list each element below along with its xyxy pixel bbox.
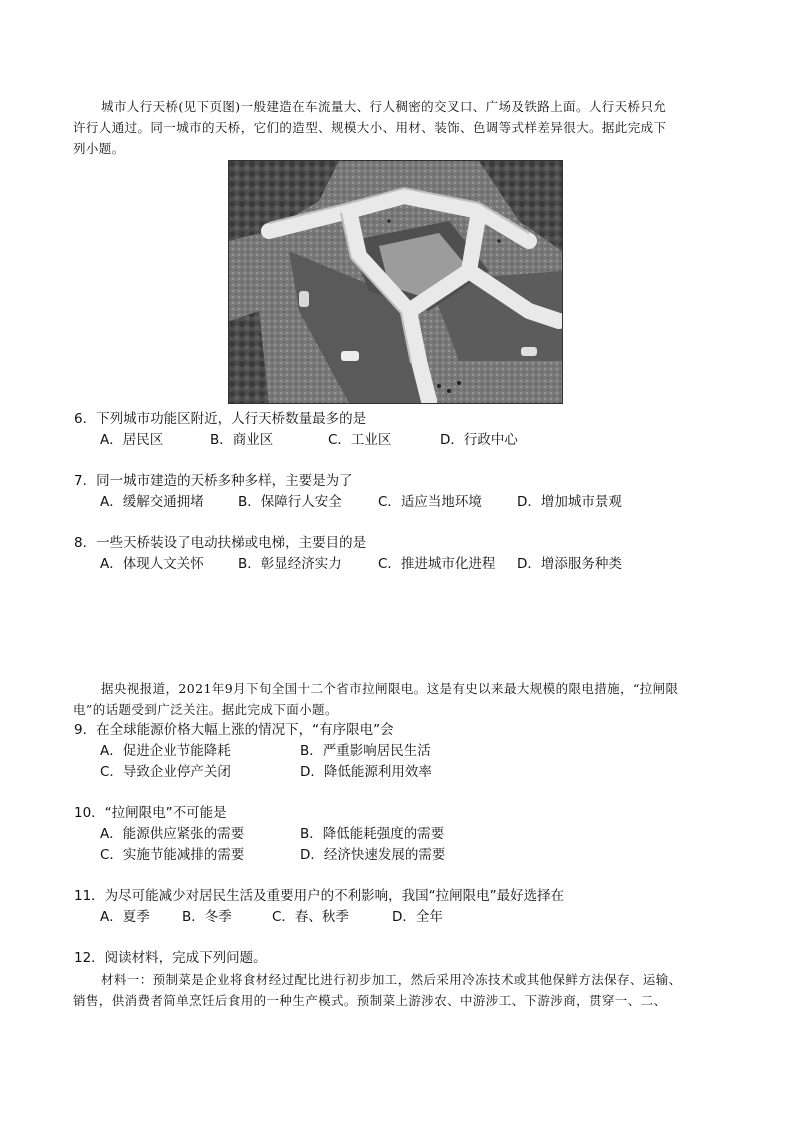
- question-10: [74, 803, 754, 866]
- material-line: 销售，供消费者简单烹饪后食用的一种生产模式。预制菜上游涉农、中游涉工、下游涉商，贯穿一、二、: [73, 993, 667, 1008]
- overpass-aerial-image: [229, 161, 562, 403]
- material-line: 材料一：预制菜是企业将食材经过配比进行初步加工，然后采用冷冻技术或其他保鲜方法保存、运输、: [101, 972, 682, 987]
- option-a[interactable]: A．促进企业节能降耗: [100, 743, 231, 759]
- question-12: [74, 948, 754, 969]
- passage-1-line: 城市人行天桥(见下页图)一般建造在车流量大、行人稠密的交叉口、广场及铁路上面。人行天桥只允: [101, 99, 667, 114]
- option-a[interactable]: A．缓解交通拥堵: [100, 494, 204, 510]
- question-stem: 10．“拉闸限电”不可能是: [74, 805, 227, 821]
- passage-2-line: 电”的话题受到广泛关注。据此完成下面小题。: [73, 702, 338, 717]
- option-a[interactable]: A．夏季: [100, 909, 150, 925]
- option-b[interactable]: B．降低能耗强度的需要: [300, 826, 445, 842]
- passage-2-line: 据央视报道，2021年9月下旬全国十二个省市拉闸限电。这是有史以来最大规模的限电措施，“拉闸限: [101, 681, 679, 696]
- pedestrian-overpass-photo: [228, 160, 563, 404]
- question-9: [74, 720, 754, 783]
- option-a[interactable]: A．体现人文关怀: [100, 556, 204, 572]
- option-d[interactable]: D．经济快速发展的需要: [300, 847, 446, 863]
- option-row: [74, 492, 754, 513]
- option-c[interactable]: C．工业区: [328, 432, 392, 448]
- option-c[interactable]: C．导致企业停产关闭: [100, 764, 231, 780]
- question-stem: 8．一些天桥装设了电动扶梯或电梯，主要目的是: [74, 535, 367, 551]
- question-6: [74, 409, 754, 451]
- option-row: [74, 762, 754, 783]
- option-d[interactable]: D．行政中心: [440, 432, 518, 448]
- question-11: [74, 886, 754, 928]
- option-a[interactable]: A．能源供应紧张的需要: [100, 826, 245, 842]
- passage-1-line: 列小题。: [73, 141, 125, 156]
- option-b[interactable]: B．冬季: [182, 909, 232, 925]
- option-row: [74, 824, 754, 845]
- option-row: [74, 430, 754, 451]
- passage-1: [73, 96, 723, 159]
- option-d[interactable]: D．增添服务种类: [517, 556, 622, 572]
- option-row: [74, 741, 754, 762]
- option-b[interactable]: B．保障行人安全: [238, 494, 342, 510]
- option-c[interactable]: C．适应当地环境: [378, 494, 482, 510]
- question-stem: 9．在全球能源价格大幅上涨的情况下，“有序限电”会: [74, 722, 394, 738]
- option-b[interactable]: B．彰显经济实力: [238, 556, 342, 572]
- question-stem: 7．同一城市建造的天桥多种多样，主要是为了: [74, 473, 353, 489]
- option-row: [74, 907, 754, 928]
- option-d[interactable]: D．降低能源利用效率: [300, 764, 432, 780]
- passage-2: [73, 678, 723, 720]
- option-b[interactable]: B．严重影响居民生活: [300, 743, 431, 759]
- question-stem: 6．下列城市功能区附近，人行天桥数量最多的是: [74, 411, 367, 427]
- option-c[interactable]: C．推进城市化进程: [378, 556, 496, 572]
- option-b[interactable]: B．商业区: [210, 432, 274, 448]
- question-7: [74, 471, 754, 513]
- question-8: [74, 533, 754, 575]
- passage-1-line: 许行人通过。同一城市的天桥，它们的造型、规模大小、用材、装饰、色调等式样差异很大。据此完成下: [73, 120, 667, 135]
- question-stem: 12．阅读材料，完成下列问题。: [74, 950, 267, 966]
- option-a[interactable]: A．居民区: [100, 432, 164, 448]
- question-12-material: [73, 969, 723, 1011]
- option-c[interactable]: C．实施节能减排的需要: [100, 847, 245, 863]
- option-c[interactable]: C．春、秋季: [272, 909, 349, 925]
- option-row: [74, 554, 754, 575]
- question-stem: 11．为尽可能减少对居民生活及重要用户的不利影响，我国“拉闸限电”最好选择在: [74, 888, 565, 904]
- option-d[interactable]: D．全年: [392, 909, 443, 925]
- option-row: [74, 845, 754, 866]
- option-d[interactable]: D．增加城市景观: [517, 494, 622, 510]
